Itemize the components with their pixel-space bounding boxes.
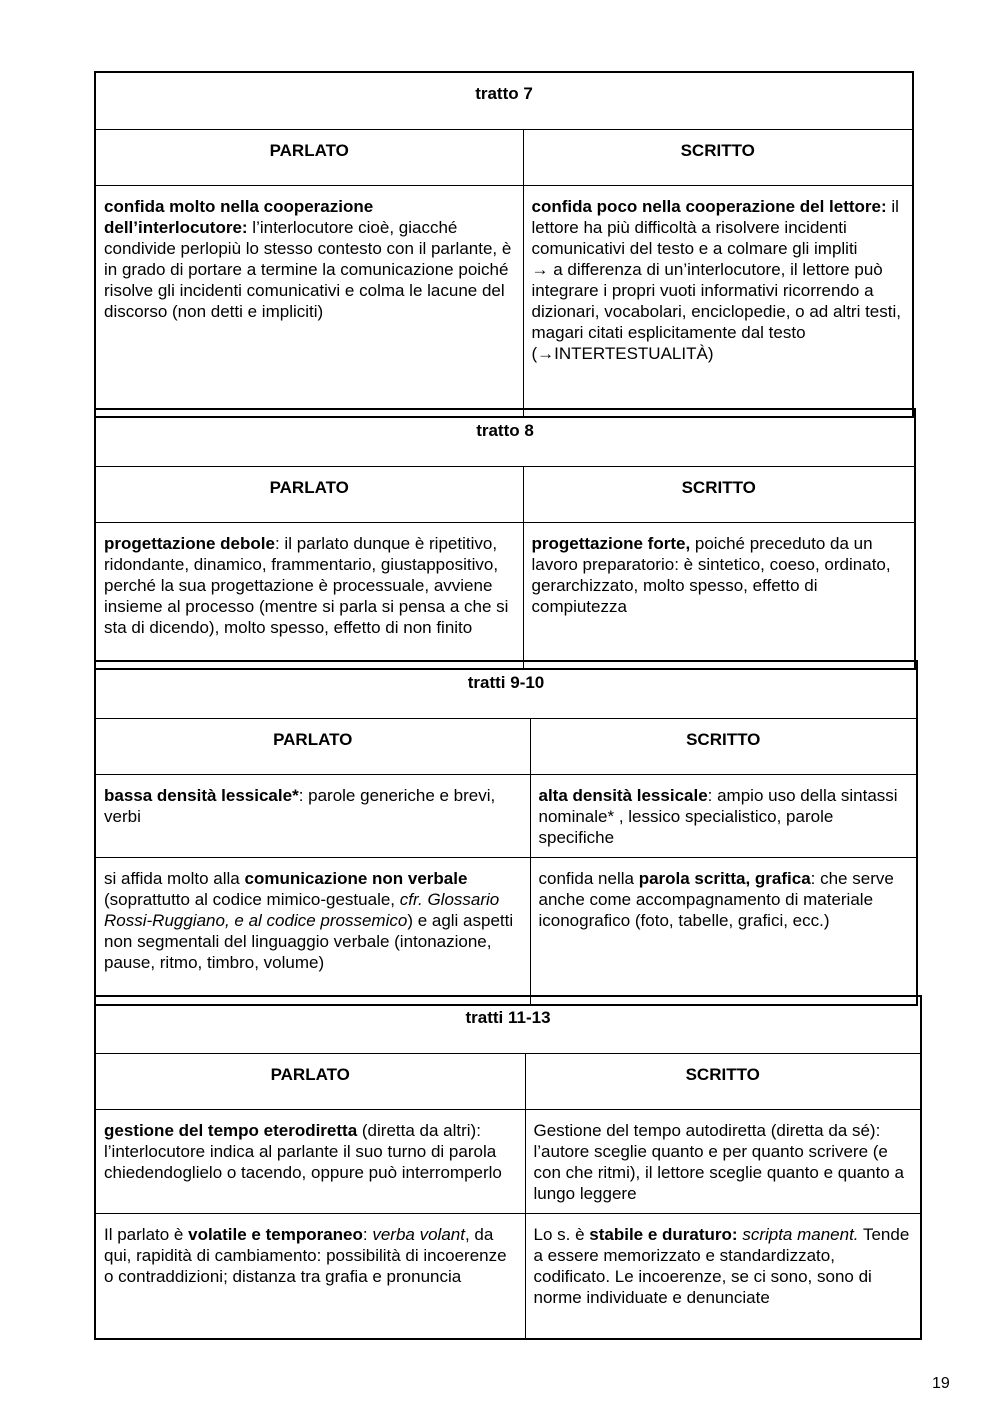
cell-text: : [362,1225,373,1244]
cell-text: Gestione del tempo autodiretta (diretta da sé): l’autore sceglie quanto e per quanto scrivere (e con che ritmi), il lettore sceglie quanto e quanto a lungo leggere [533,1121,904,1203]
column-header-scritto: SCRITTO [523,467,915,523]
cell-text: ) e agli aspetti non segmentali del linguaggio verbale (intonazione, pause, ritmo, timbro, volume) [104,911,514,972]
bold-text: progettazione forte, [531,534,691,553]
parlato-cell [95,523,523,669]
cell-text: : ampio uso della sintassi nominale* , lessico specialistico, parole specifiche [538,786,898,847]
cell-text: Lo s. è [533,1225,590,1244]
scritto-cell [530,775,917,858]
column-header-parlato: PARLATO [95,130,523,186]
scritto-cell [523,523,915,669]
cell-text: : che serve anche come accompagnamento di materiale iconografico (foto, tabelle, grafici, ecc.) [538,869,894,930]
parlato-cell [95,1214,525,1339]
cell-text: , da qui, rapidità di cambiamento: possibilità di incoerenze o contraddizioni; distanza tra grafia e pronuncia [104,1225,507,1286]
cell-text: l’interlocutore cioè, giacché condivide perlopiù lo stesso contesto con il parlante, è in grado di portare a termine la comunicazione poiché risolve gli incidenti comunicativi e colma le lacune del discorso (non detti e impliciti) [104,218,512,321]
cell-text: poiché preceduto da un lavoro preparatorio: è sintetico, coeso, ordinato, gerarchizzato, molto spesso, effetto di compiutezza [531,534,891,616]
italic-text: scripta manent. [742,1225,859,1244]
trait-table-7 [94,71,914,418]
column-header-scritto: SCRITTO [525,1054,921,1110]
trait-table-8 [94,408,916,670]
table-title: tratti 9-10 [95,661,917,719]
column-header-scritto: SCRITTO [523,130,913,186]
cell-text: : parole generiche e brevi, verbi [104,786,496,826]
column-header-scritto: SCRITTO [530,719,917,775]
parlato-cell [95,186,523,417]
column-header-parlato: PARLATO [95,1054,525,1110]
scritto-cell [530,858,917,1005]
bold-text: stabile e duraturo: [589,1225,738,1244]
bold-text: parola scritta, grafica [638,869,811,888]
bold-text: volatile e temporaneo [188,1225,363,1244]
trait-table-9-10 [94,660,918,1006]
scritto-cell [525,1110,921,1214]
parlato-cell [95,775,530,858]
italic-text: verba volant [372,1225,465,1244]
bold-text: progettazione debole [104,534,275,553]
table-title: tratti 11-13 [95,996,921,1054]
parlato-cell [95,858,530,1005]
cell-text: si affida molto alla [104,869,245,888]
bold-text: confida molto nella cooperazione dell’interlocutore: [104,197,374,237]
page-number: 19 [932,1375,950,1392]
parlato-cell [95,1110,525,1214]
cell-text: confida nella [538,869,639,888]
cell-text: (diretta da altri): l’interlocutore indica al parlante il suo turno di parola chiedendoglielo o tacendo, oppure può interromperlo [104,1121,502,1182]
cell-text: Il parlato è [104,1225,189,1244]
bold-text: alta densità lessicale [538,786,708,805]
cell-text: il lettore ha più difficoltà a risolvere incidenti comunicativi del testo e a colmare gli impliti [531,197,899,258]
scritto-cell [523,186,913,417]
cell-text: : il parlato dunque è ripetitivo, ridondante, dinamico, frammentario, giustappositivo, perché la sua progettazione è processuale, avviene insieme al processo (mentre si parla si pensa a che si sta di dicendo), molto spesso, effetto di non finito [104,534,509,637]
scritto-cell [525,1214,921,1339]
trait-table-11-13 [94,995,922,1340]
table-title: tratto 7 [95,72,913,130]
column-header-parlato: PARLATO [95,719,530,775]
bold-text: confida poco nella cooperazione del lettore: [531,197,887,216]
table-title: tratto 8 [95,409,915,467]
column-header-parlato: PARLATO [95,467,523,523]
bold-text: bassa densità lessicale* [104,786,299,805]
cell-text: → a differenza di un’interlocutore, il lettore può integrare i propri vuoti informativi ricorrendo a dizionari, vocabolari, enciclopedie, o ad altri testi, magari citati esplicitamente dal testo (→INTERTESTUALITÀ) [531,260,901,363]
cell-text: (soprattutto al codice mimico-gestuale, [104,890,400,909]
bold-text: gestione del tempo eterodiretta [104,1121,358,1140]
bold-text: comunicazione non verbale [244,869,468,888]
cell-text: Tende a essere memorizzato e standardizzato, codificato. Le incoerenze, se ci sono, sono di norme individuate e denunciate [533,1225,910,1307]
italic-text: cfr. Glossario Rossi-Ruggiano, e al codice prossemico [104,890,500,930]
